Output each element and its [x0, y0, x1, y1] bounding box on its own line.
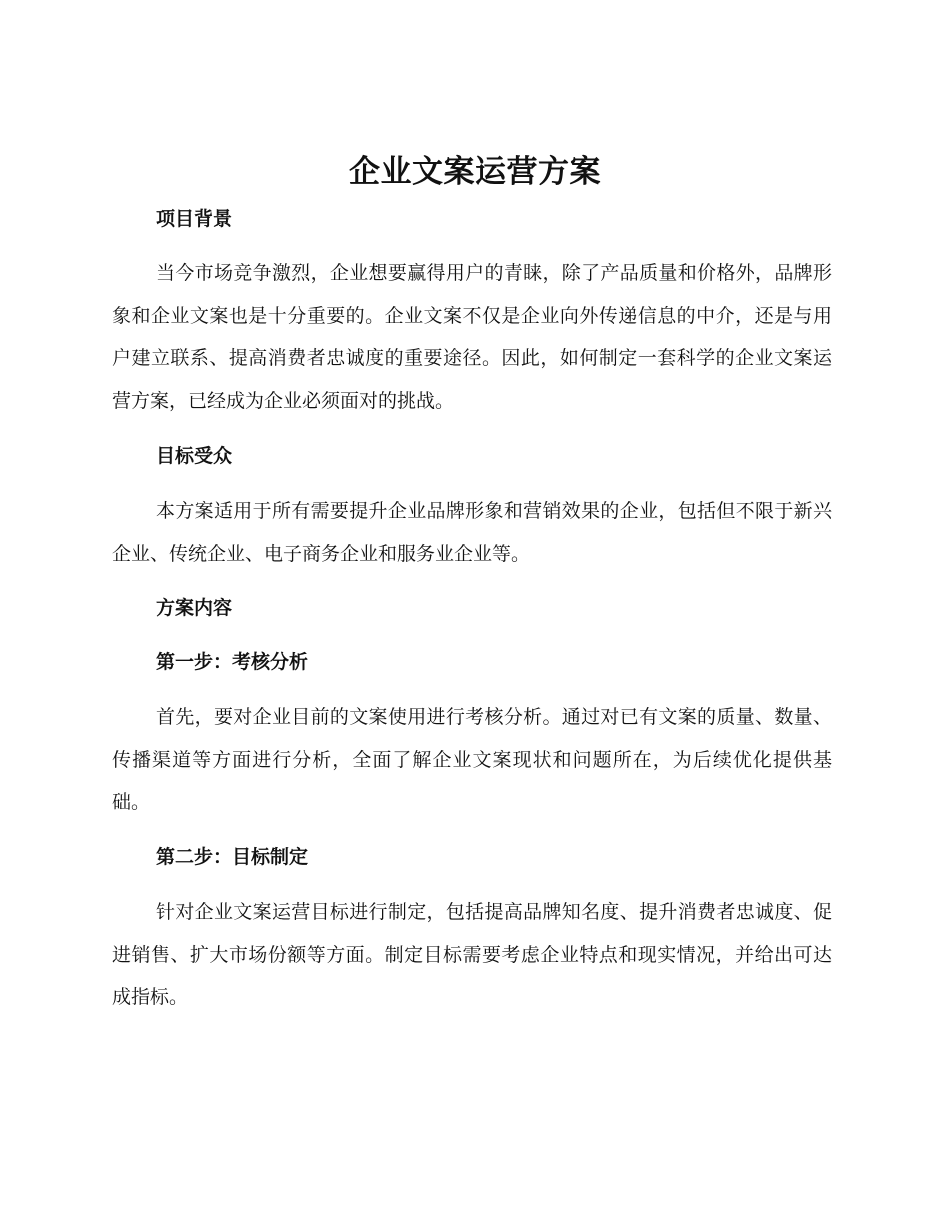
- document-title: 企业文案运营方案: [349, 154, 601, 190]
- section-heading-background: 项目背景: [156, 208, 233, 230]
- section-paragraph-step2: 针对企业文案运营目标进行制定，包括提高品牌知名度、提升消费者忠诚度、促进销售、扩大市场份额等方面。制定目标需要考虑企业特点和现实情况，并给出可达成指标。: [112, 901, 832, 1008]
- section-heading-step1: 第一步：考核分析: [156, 651, 309, 673]
- section-heading-content: 方案内容: [156, 597, 233, 619]
- section-heading-audience: 目标受众: [156, 445, 233, 467]
- section-paragraph-step1: 首先，要对企业目前的文案使用进行考核分析。通过对已有文案的质量、数量、传播渠道等方面进行分析，全面了解企业文案现状和问题所在，为后续优化提供基础。: [112, 706, 832, 813]
- section-paragraph-audience: 本方案适用于所有需要提升企业品牌形象和营销效果的企业，包括但不限于新兴企业、传统企业、电子商务企业和服务业企业等。: [112, 500, 832, 565]
- section-paragraph-background: 当今市场竞争激烈，企业想要赢得用户的青睐，除了产品质量和价格外，品牌形象和企业文案也是十分重要的。企业文案不仅是企业向外传递信息的中介，还是与用户建立联系、提高消费者忠诚度的重要途径。因此，如何制定一套科学的企业文案运营方案，已经成为企业必须面对的挑战。: [112, 262, 832, 412]
- section-heading-step2: 第二步：目标制定: [156, 846, 309, 868]
